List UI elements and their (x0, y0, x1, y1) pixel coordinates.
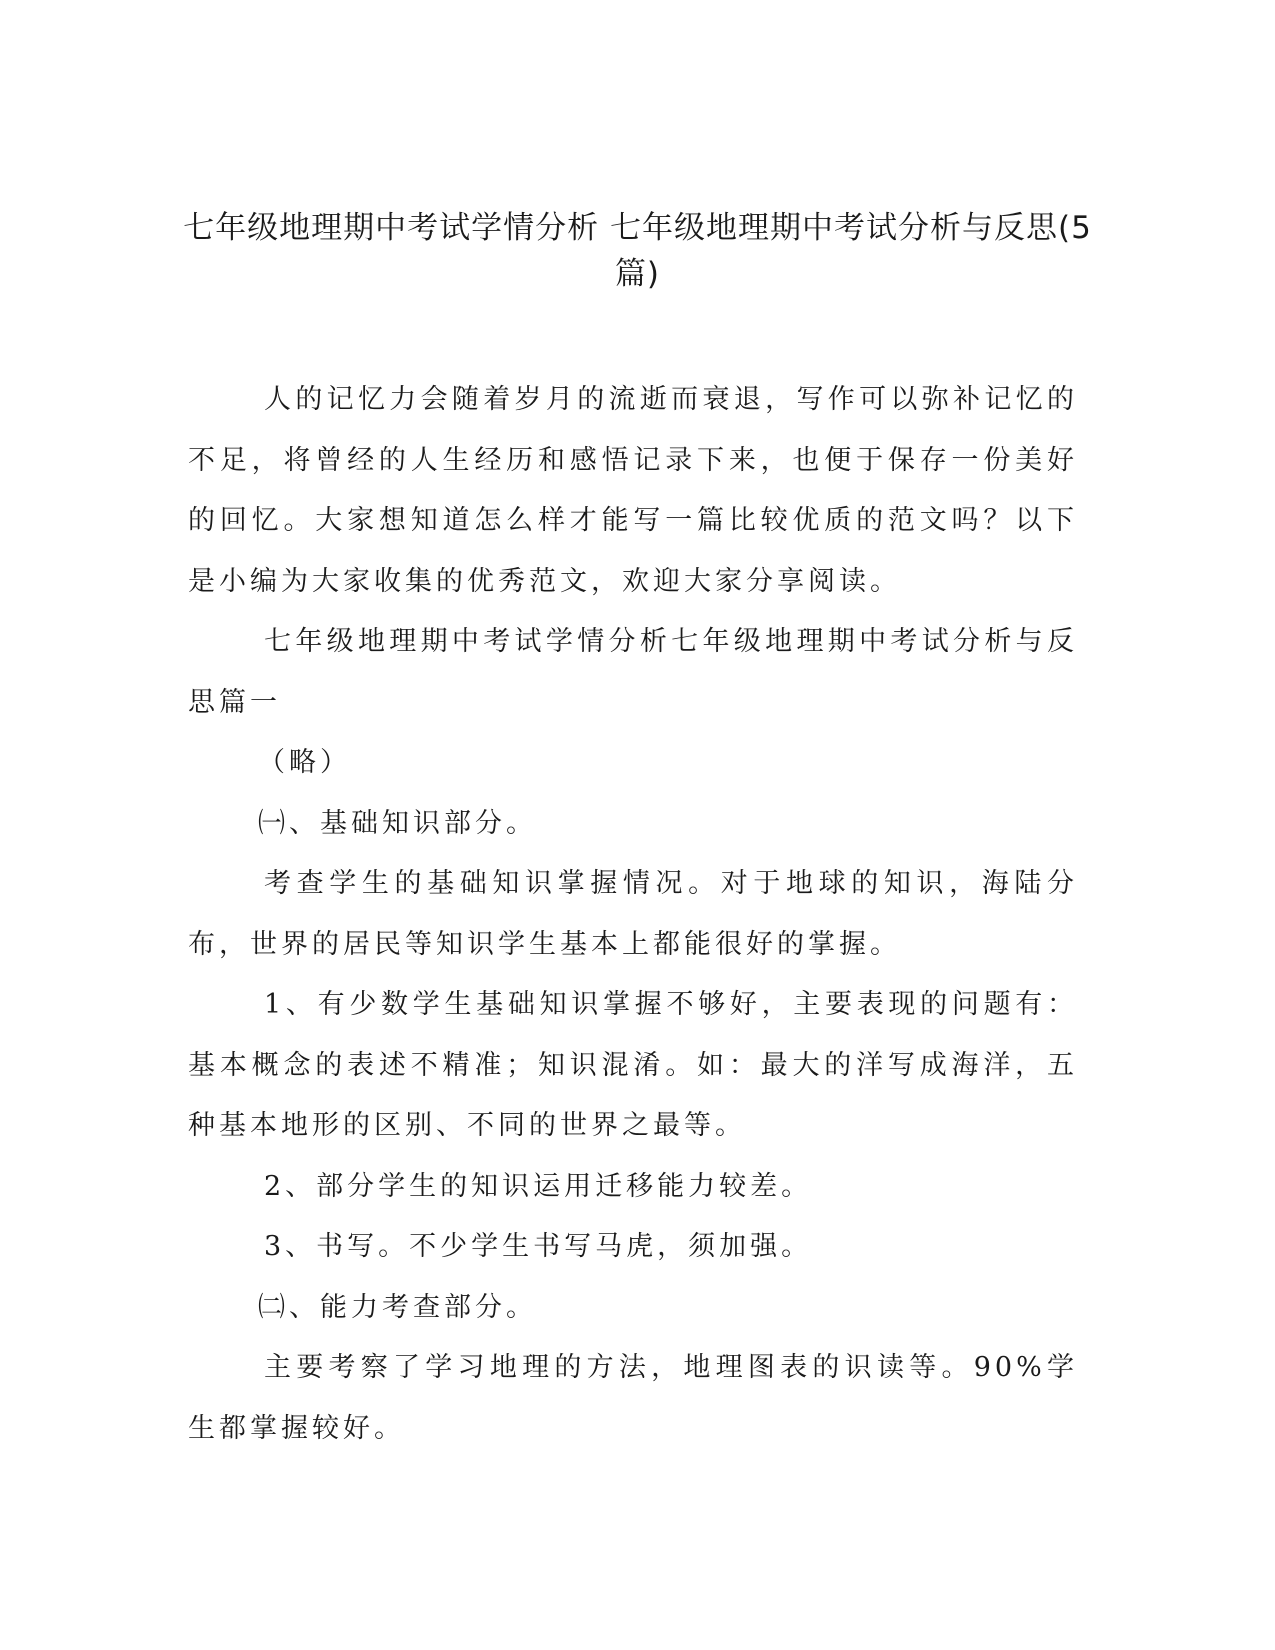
paragraph-omitted: （略） (258, 747, 351, 778)
paragraph-section-heading: 七年级地理期中考试学情分析七年级地理期中考试分析与反思篇一 (188, 626, 1078, 718)
paragraph-basic-knowledge-heading: ㈠、基础知识部分。 (258, 807, 537, 839)
paragraph-ability: 主要考察了学习地理的方法，地理图表的识读等。90%学生都掌握较好。 (188, 1352, 1078, 1444)
paragraph-basic-knowledge: 考查学生的基础知识掌握情况。对于地球的知识，海陆分布，世界的居民等知识学生基本上都能很好的掌握。 (188, 868, 1078, 960)
paragraph-item-2: 2、部分学生的知识运用迁移能力较差。 (264, 1170, 813, 1202)
paragraph-intro: 人的记忆力会随着岁月的流逝而衰退，写作可以弥补记忆的不足，将曾经的人生经历和感悟记录下来，也便于保存一份美好的回忆。大家想知道怎么样才能写一篇比较优质的范文吗？以下是小编为大家收集的优秀范文，欢迎大家分享阅读。 (188, 384, 1078, 597)
paragraph-item-3: 3、书写。不少学生书写马虎，须加强。 (264, 1231, 813, 1262)
paragraph-ability-heading: ㈡、能力考查部分。 (258, 1291, 537, 1323)
document-title: 七年级地理期中考试学情分析 七年级地理期中考试分析与反思(5篇) (183, 210, 1092, 292)
paragraph-item-1: 1、有少数学生基础知识掌握不够好，主要表现的问题有：基本概念的表述不精准；知识混淆。如：最大的洋写成海洋，五种基本地形的区别、不同的世界之最等。 (188, 989, 1078, 1141)
document-body (188, 370, 1078, 1459)
